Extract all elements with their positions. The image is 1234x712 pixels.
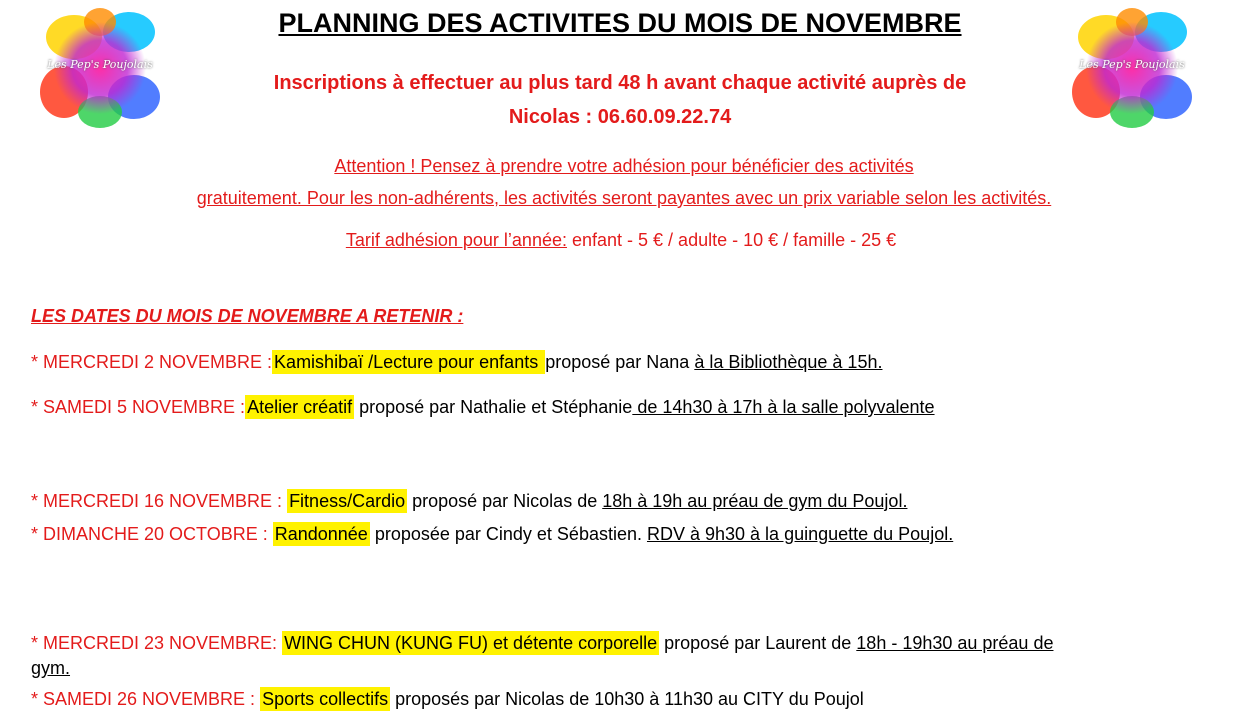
event-day: * SAMEDI 5 NOVEMBRE : (31, 397, 246, 417)
attention-line2: gratuitement. Pour les non-adhérents, les activités seront payantes avec un prix variable selon les activités. (196, 188, 1052, 208)
event-continuation: gym. (31, 658, 71, 678)
event-item (31, 686, 864, 712)
event-day: * SAMEDI 26 NOVEMBRE : (31, 689, 261, 709)
event-activity: Sports collectifs (262, 689, 389, 709)
event-item (31, 521, 953, 547)
inscriptions-line1: Inscriptions à effectuer au plus tard 48 h avant chaque activité auprès de (273, 72, 967, 94)
attention-line1: Attention ! Pensez à prendre votre adhésion pour bénéficier des activités (334, 156, 914, 176)
event-day: * MERCREDI 16 NOVEMBRE : (31, 491, 288, 511)
event-by: proposé par Nana (545, 352, 695, 372)
event-day: * MERCREDI 2 NOVEMBRE : (31, 352, 273, 372)
logo-text: Les Pep's Poujolais (47, 58, 153, 71)
event-item (31, 488, 907, 514)
event-item (31, 630, 1053, 656)
dates-heading: LES DATES DU MOIS DE NOVEMBRE A RETENIR : (31, 306, 464, 326)
inscriptions-line2: Nicolas : 06.60.09.22.74 (508, 106, 732, 128)
page-title: PLANNING DES ACTIVITES DU MOIS DE NOVEMBRE (278, 8, 962, 38)
event-day: * DIMANCHE 20 OCTOBRE : (31, 524, 273, 544)
tarif-values: enfant - 5 € / adulte - 10 € / famille - 25 € (566, 230, 897, 250)
event-item (31, 394, 935, 420)
event-by: proposé par Laurent de (659, 633, 857, 653)
event-activity: Randonnée (274, 524, 368, 544)
event-where: de 14h30 à 17h à la salle polyvalente (632, 397, 935, 417)
attention-notice (0, 150, 1234, 214)
event-activity: Atelier créatif (247, 397, 353, 417)
tarif-label: Tarif adhésion pour l’année: (345, 230, 567, 250)
event-item (31, 349, 882, 375)
event-where: RDV à 9h30 à la guinguette du Poujol. (646, 524, 954, 544)
event-where: 18h à 19h au préau de gym du Poujol. (602, 491, 908, 511)
logo-text: Les Pep's Poujolais (1079, 58, 1185, 71)
event-day: * MERCREDI 23 NOVEMBRE: (31, 633, 283, 653)
event-activity: WING CHUN (KUNG FU) et détente corporelle (284, 633, 658, 653)
event-where: à la Bibliothèque à 15h. (694, 352, 883, 372)
inscriptions-notice (180, 66, 1060, 134)
event-by: proposé par Nathalie et Stéphanie (354, 397, 633, 417)
event-by: proposée par Cindy et Sébastien. (369, 524, 647, 544)
event-activity: Kamishibaï /Lecture pour enfants (274, 352, 544, 372)
event-where: 18h - 19h30 au préau de (856, 633, 1054, 653)
event-by: proposé par Nicolas de (407, 491, 603, 511)
event-by: proposés par Nicolas de 10h30 à 11h30 au CITY du Poujol (390, 689, 864, 709)
tarif-line (0, 226, 1234, 254)
event-activity: Fitness/Cardio (289, 491, 406, 511)
